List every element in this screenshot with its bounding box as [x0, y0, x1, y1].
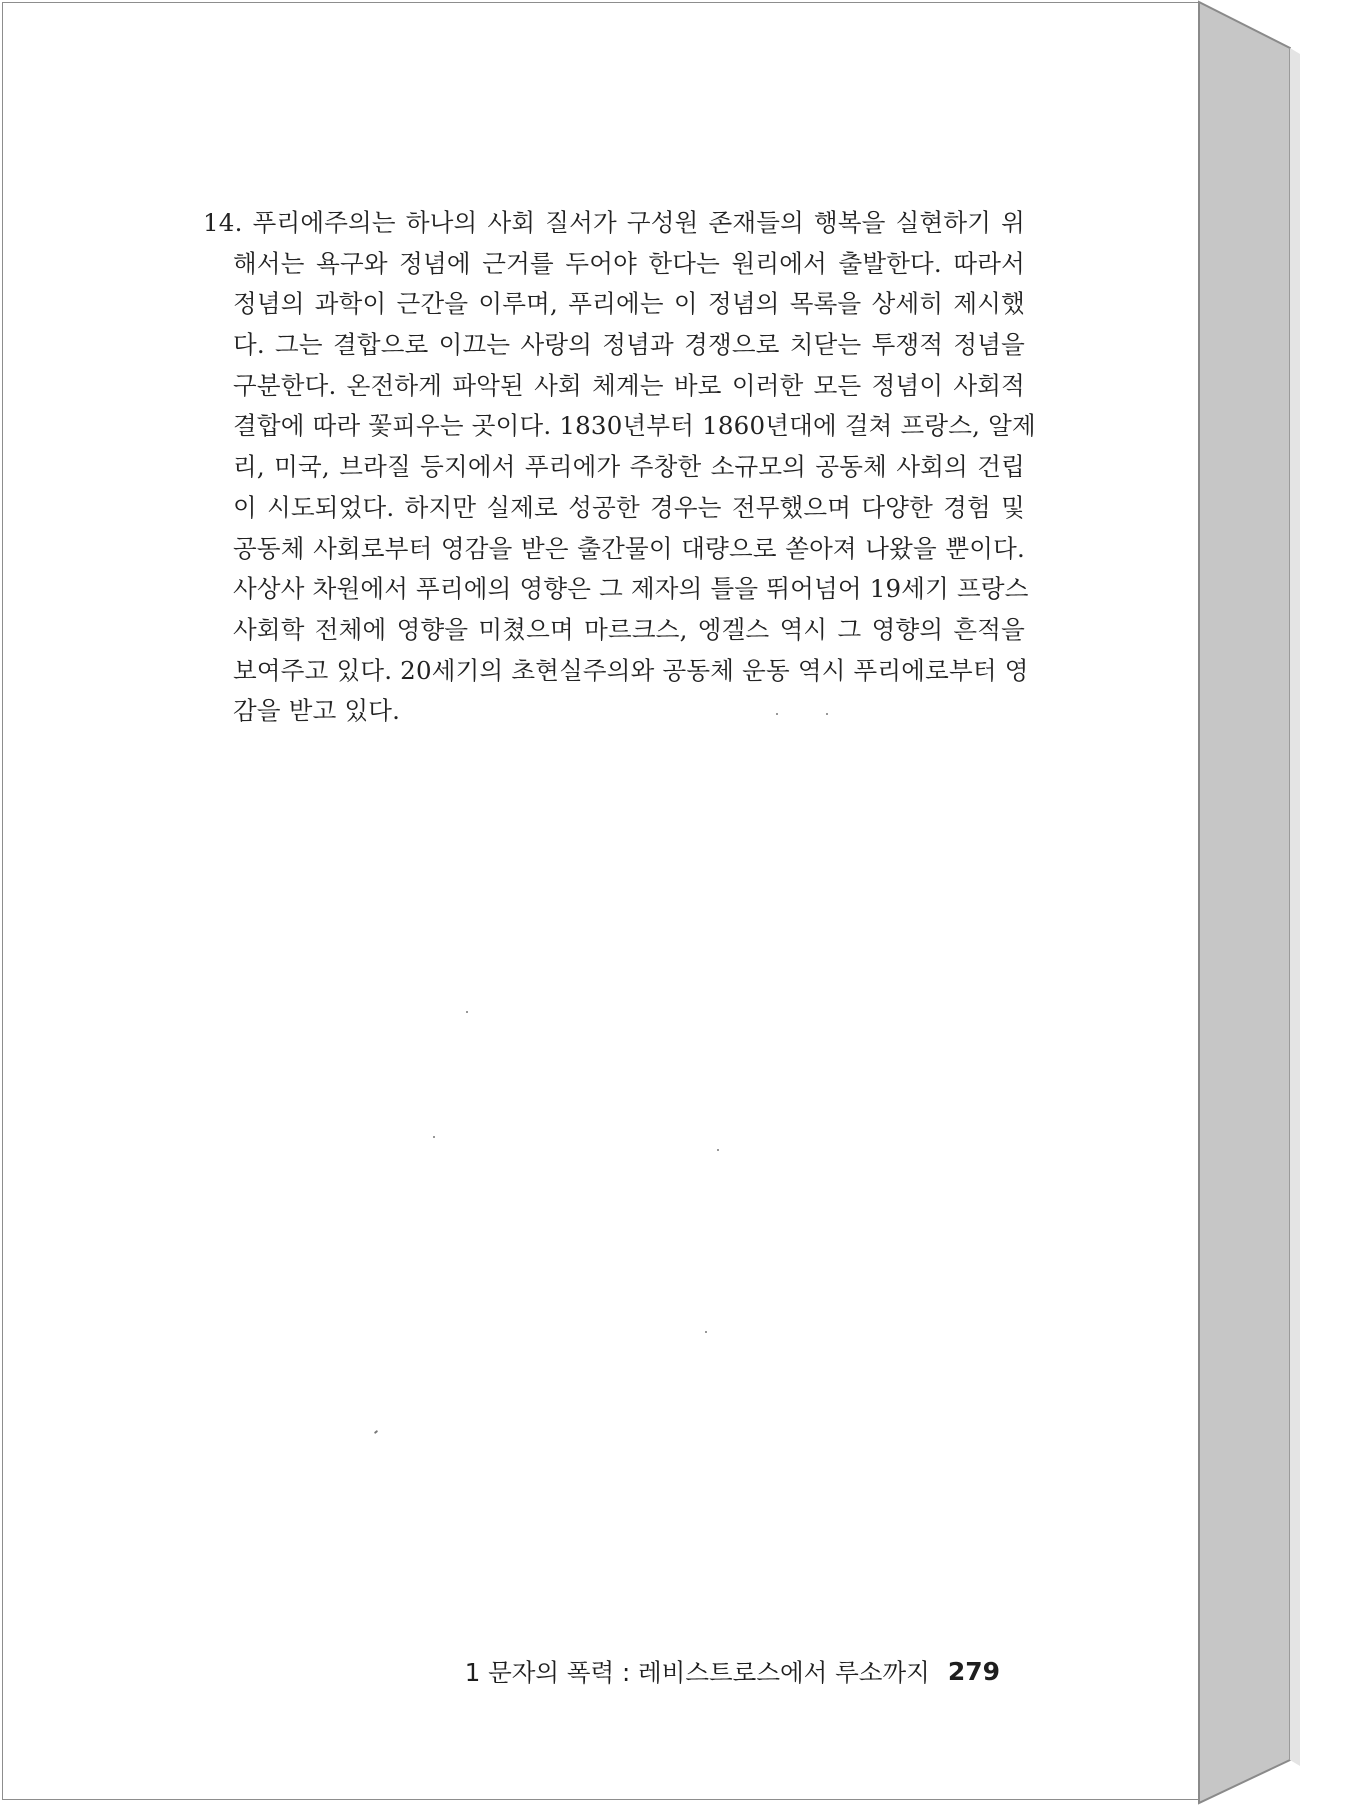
note-line: 감을 받고 있다.	[233, 696, 401, 726]
note-line: 해서는 욕구와 정념에 근거를 두어야 한다는 원리에서 출발한다. 따라서	[233, 248, 1025, 278]
note-line: 14. 푸리에주의는 하나의 사회 질서가 구성원 존재들의 행복을 실현하기 위	[203, 208, 1025, 237]
note-line: 다. 그는 결합으로 이끄는 사랑의 정념과 경쟁으로 치닫는 투쟁적 정념을	[233, 330, 1025, 360]
endnote-14	[203, 203, 1036, 732]
scan-speck	[826, 713, 828, 715]
scan-speck	[466, 1011, 468, 1013]
note-line: 사회학 전체에 영향을 미쳤으며 마르크스, 엥겔스 역시 그 영향의 흔적을	[233, 614, 1025, 644]
scan-speck	[776, 713, 778, 715]
note-line: 사상사 차원에서 푸리에의 영향은 그 제자의 틀을 뛰어넘어 19세기 프랑스	[233, 574, 1029, 604]
page-number: 279	[947, 1656, 1000, 1686]
scan-speck	[433, 1136, 435, 1138]
note-line: 구분한다. 온전하게 파악된 사회 체계는 바로 이러한 모든 정념이 사회적	[233, 370, 1025, 400]
note-line: 보여주고 있다. 20세기의 초현실주의와 공동체 운동 역시 푸리에로부터 영	[233, 655, 1029, 685]
running-footer-chapter: 1 문자의 폭력 : 레비스트로스에서 루소까지	[464, 1657, 930, 1687]
note-line: 리, 미국, 브라질 등지에서 푸리에가 주창한 소규모의 공동체 사회의 건립	[233, 452, 1025, 482]
note-line: 이 시도되었다. 하지만 실제로 성공한 경우는 전무했으며 다양한 경험 및	[233, 492, 1025, 522]
page-footer	[464, 1653, 1000, 1689]
note-line: 결합에 따라 꽃피우는 곳이다. 1830년부터 1860년대에 걸쳐 프랑스, 알제	[233, 411, 1036, 441]
note-line: 정념의 과학이 근간을 이루며, 푸리에는 이 정념의 목록을 상세히 제시했	[233, 289, 1025, 319]
note-line: 공동체 사회로부터 영감을 받은 출간물이 대량으로 쏟아져 나왔을 뿐이다.	[233, 533, 1025, 563]
scan-speck	[717, 1149, 719, 1151]
scan-speck	[705, 1331, 707, 1333]
